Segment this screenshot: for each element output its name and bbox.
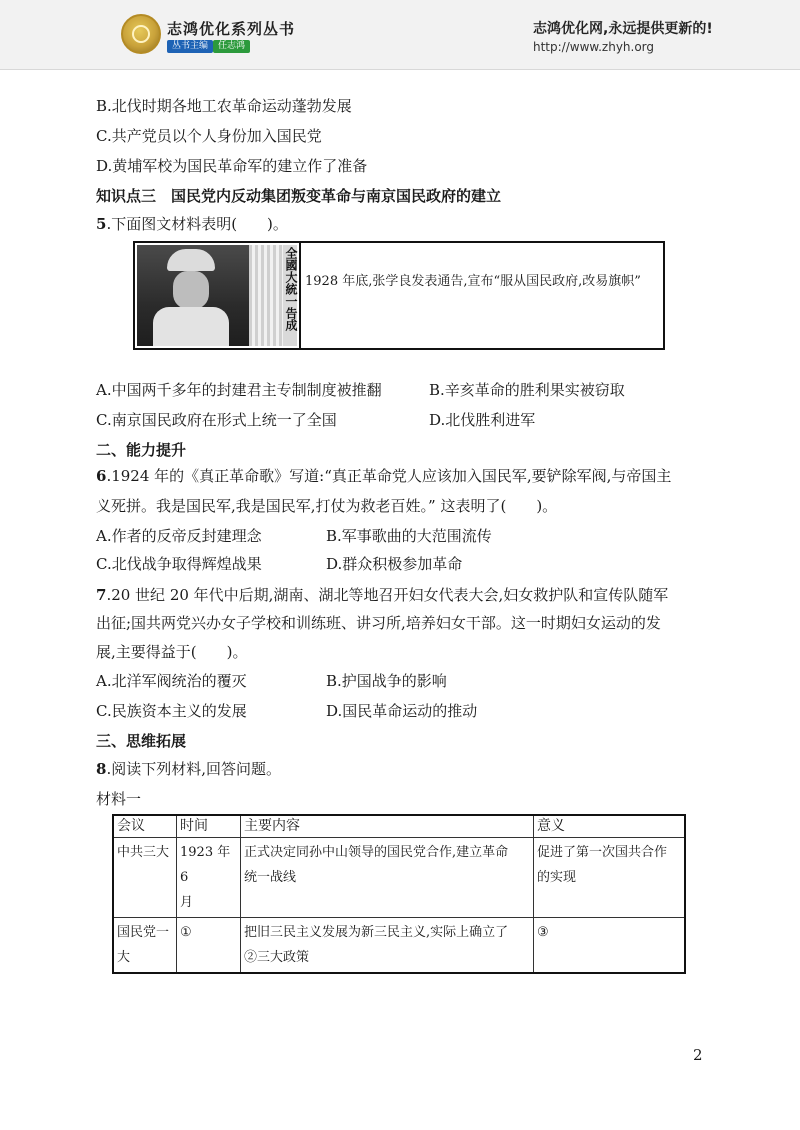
q7-option-c: C.民族资本主义的发展 [96,702,247,720]
portrait-image [137,245,249,346]
q5-option-b: B.辛亥革命的胜利果实被窃取 [429,381,625,399]
q7-line2: 出征;国共两党兴办女子学校和训练班、讲习所,培养妇女干部。这一时期妇女运动的发 [96,614,661,632]
q7-option-b: B.护国战争的影响 [326,672,447,690]
q6-option-b: B.军事歌曲的大范围流传 [326,527,492,545]
series-title: 志鸿优化系列丛书 [167,20,296,38]
table-header-row [113,815,685,838]
q6-line1 [96,466,671,486]
q6-option-c: C.北伐战争取得辉煌战果 [96,555,262,573]
zhihong-logo-icon [121,14,161,54]
header-cell: 会议 [113,815,177,838]
page-header [0,0,800,70]
q5-option-d: D.北伐胜利进军 [429,411,536,429]
q5-stem [96,214,288,234]
part3-title: 三、思维拓展 [96,732,187,750]
q7-option-d: D.国民革命运动的推动 [326,702,478,720]
q4-option-b: B.北伐时期各地工农革命运动蓬勃发展 [96,97,352,115]
q5-option-a: A.中国两千多年的封建君主专制制度被推翻 [96,381,382,399]
table-row [113,838,685,918]
figure-caption: 1928 年底,张学良发表通告,宣布“服从国民政府,改易旗帜” [305,274,641,289]
q8-stem [96,759,281,779]
q5-figure [133,241,665,350]
figure-divider [299,243,301,348]
q6-line1-text: .1924 年的《真正革命歌》写道:“真正革命党人应该加入国民军,要铲除军阀,与帝国主 [106,467,672,485]
q6-line2: 义死拼。我是国民军,我是国民军,打仗为救老百姓。” 这表明了( )。 [96,497,558,515]
header-cell: 意义 [534,815,686,838]
q5-number: 5 [96,215,107,233]
q5-stem-text: .下面图文材料表明( )。 [106,215,288,233]
material-label: 材料一 [96,790,142,808]
table-cell: 正式决定同孙中山领导的国民党合作,建立革命 统一战线 [241,838,534,918]
q4-option-c: C.共产党员以个人身份加入国民党 [96,127,322,145]
historical-photo [137,245,297,346]
brand-url: http://www.zhyh.org [533,40,655,54]
q6-number: 6 [96,467,107,485]
editor-label-badge: 丛书主编 [167,40,213,53]
table-cell: ① [177,918,241,974]
q8-stem-text: .阅读下列材料,回答问题。 [106,760,281,778]
material-table [112,814,686,974]
part2-title: 二、能力提升 [96,441,187,459]
page-number: 2 [693,1046,703,1064]
table-cell: 1923 年 6 月 [177,838,241,918]
header-cell: 主要内容 [241,815,534,838]
section3-title: 知识点三 国民党内反动集团叛变革命与南京国民政府的建立 [96,187,502,205]
q4-option-d: D.黄埔军校为国民革命军的建立作了准备 [96,157,368,175]
table-cell: 把旧三民主义发展为新三民主义,实际上确立了 ②三大政策 [241,918,534,974]
q6-option-a: A.作者的反帝反封建理念 [96,527,262,545]
table-cell: ③ [534,918,686,974]
q7-line1 [96,585,668,605]
header-divider [0,69,800,70]
q8-number: 8 [96,760,107,778]
q7-option-a: A.北洋军阀统治的覆灭 [96,672,247,690]
header-cell: 时间 [177,815,241,838]
newspaper-clipping [249,245,283,346]
table-cell: 国民党一 大 [113,918,177,974]
q7-line1-text: .20 世纪 20 年代中后期,湖南、湖北等地召开妇女代表大会,妇女救护队和宣传队随军 [106,586,669,604]
q7-line3: 展,主要得益于( )。 [96,643,248,661]
table-cell: 中共三大 [113,838,177,918]
table-row [113,918,685,974]
q5-option-c: C.南京国民政府在形式上统一了全国 [96,411,337,429]
table-cell: 促进了第一次国共合作 的实现 [534,838,686,918]
q6-option-d: D.群众积极参加革命 [326,555,463,573]
q7-number: 7 [96,586,107,604]
newspaper-headline: 全國大統一告成 [284,247,298,331]
editor-name-badge: 任志鸿 [213,40,250,53]
brand-slogan: 志鸿优化网,永远提供更新的! [533,21,713,37]
